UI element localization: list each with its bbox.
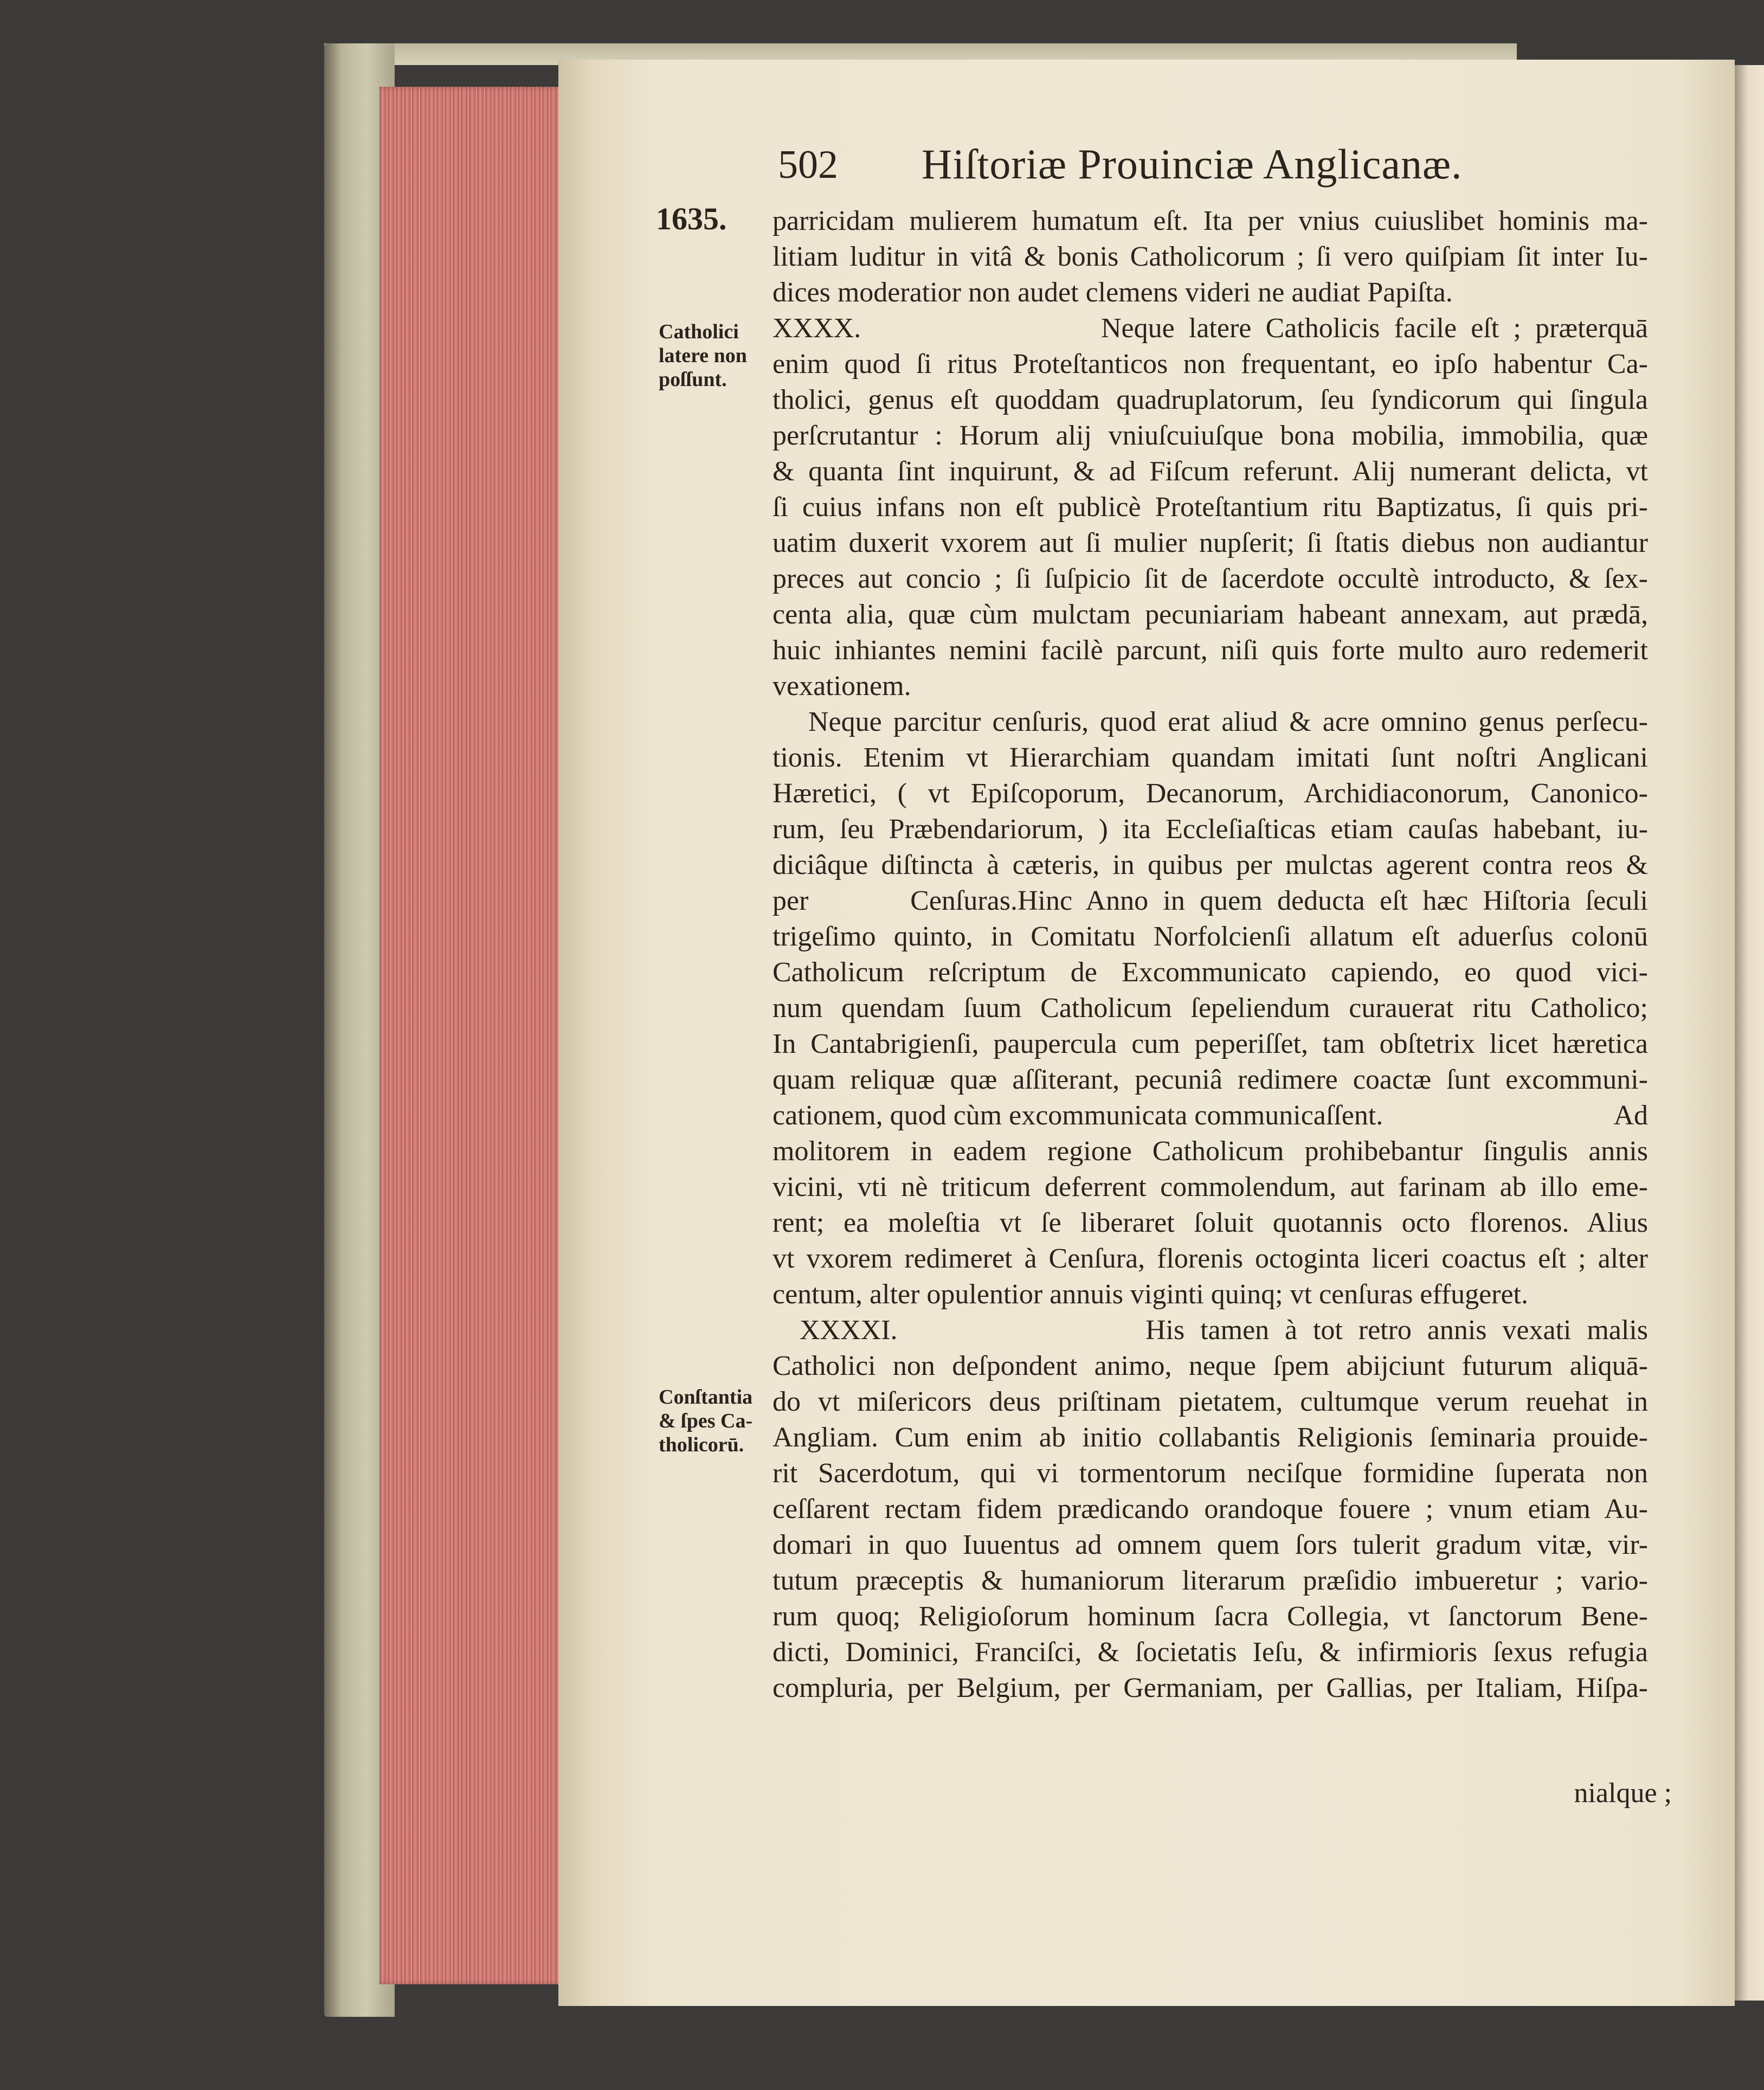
text-line [772, 490, 1648, 525]
text-line [772, 776, 1648, 812]
line-text: Angliam. Cum enim ab initio collabantis Religionis ſeminaria prouide- [772, 1422, 1648, 1453]
text-line [772, 418, 1648, 454]
text-line [772, 1635, 1648, 1670]
text-line [772, 1599, 1648, 1635]
line-text: Ad [1613, 1100, 1648, 1131]
text-line [772, 1456, 1648, 1491]
line-text: dices moderatior non audet clemens videri ne audiat Papiſta. [772, 277, 1453, 308]
line-text: vt vxorem redimeret à Cenſura, florenis octoginta liceri coactus eſt ; alter [772, 1243, 1648, 1274]
page-edges [379, 87, 564, 1984]
text-line [772, 1169, 1648, 1205]
line-text: num quendam ſuum Catholicum ſepeliendum curauerat ritu Catholico; [772, 993, 1648, 1024]
text-line [772, 991, 1648, 1026]
line-text: rum quoq; Religioſorum hominum ſacra Collegia, vt ſanctorum Bene- [772, 1601, 1648, 1632]
line-text: tutum præceptis & humaniorum literarum præſidio imbueretur ; vario- [772, 1565, 1648, 1596]
line-text: rit Sacerdotum, qui vi tormentorum neciſque formidine ſuperata non [772, 1458, 1648, 1489]
line-text: rent; ea moleſtia vt ſe liberaret ſoluit quotannis octo florenos. Alius [772, 1207, 1648, 1238]
text-line [772, 1313, 1648, 1348]
text-line [772, 525, 1648, 561]
section-number: per Cenſuras. [772, 885, 1018, 916]
line-text: centa alia, quæ cùm mulctam pecuniariam habeant annexam, aut prædā, [772, 599, 1648, 630]
line-text: vicini, vti nè triticum deferrent commolendum, aut farinam ab illo eme- [772, 1172, 1648, 1202]
text-line [772, 597, 1648, 633]
text-line [772, 633, 1648, 668]
line-text: rum, ſeu Præbendariorum, ) ita Eccleſiaſticas etiam cauſas habebant, iu- [772, 814, 1648, 845]
line-text: do vt miſericors deus priſtinam pietatem, cultumque verum reuehat in [772, 1386, 1648, 1417]
text-line [772, 1491, 1648, 1527]
text-line [772, 704, 1648, 740]
line-text: parricidam mulierem humatum eſt. Ita per vnius cuiuslibet hominis ma- [772, 205, 1648, 236]
line-text: enim quod ſi ritus Proteſtanticos non frequentant, eo ipſo habentur Ca- [772, 349, 1648, 380]
page-number: 502 [778, 143, 838, 187]
text-line [772, 812, 1648, 847]
line-text: Neque parcitur cenſuris, quod erat aliud & acre omnino genus perſecu- [808, 706, 1648, 737]
text-line [772, 955, 1648, 991]
line-text: litiam luditur in vitâ & bonis Catholicorum ; ſi vero quiſpiam ſit inter Iu- [772, 241, 1648, 272]
running-title: Hiſtoriæ Prouinciæ Anglicanæ. [922, 140, 1463, 188]
text-line [772, 1026, 1648, 1062]
line-text: perſcrutantur : Horum alij vniuſcuiuſque bona mobilia, immobilia, quæ [772, 420, 1648, 451]
line-text: ſi cuius infans non eſt publicè Proteſtantium ritu Baptizatus, ſi quis pri- [772, 492, 1648, 523]
line-text: Hinc Anno in quem deducta eſt hæc Hiſtoria ſeculi [1018, 885, 1648, 916]
line-text: vexationem. [772, 671, 911, 702]
text-line [772, 1062, 1648, 1098]
line-text: In Cantabrigienſi, paupercula cum peperiſſet, tam obſtetrix licet hæretica [772, 1028, 1648, 1059]
text-line [772, 203, 1648, 239]
text-line [772, 1348, 1648, 1384]
text-line [772, 1527, 1648, 1563]
line-text: dicti, Dominici, Franciſci, & ſocietatis Ieſu, & infirmioris ſexus refugia [772, 1637, 1648, 1668]
line-text: diciâque diſtincta à cæteris, in quibus per mulctas agerent contra reos & [772, 850, 1648, 880]
line-text: centum, alter opulentior annuis viginti quinq; vt cenſuras effugeret. [772, 1279, 1528, 1310]
line-text: ceſſarent rectam fidem prædicando orandoque fouere ; vnum etiam Au- [772, 1494, 1648, 1525]
margin-note-line: tholicorū. [659, 1433, 744, 1456]
line-text: domari in quo Iuuentus ad omnem quem ſors tulerit gradum vitæ, vir- [772, 1529, 1648, 1560]
text-line [772, 1134, 1648, 1169]
text-line [772, 1420, 1648, 1456]
line-text: uatim duxerit vxorem aut ſi mulier nupſerit; ſi ſtatis diebus non audiantur [772, 528, 1648, 558]
text-line [772, 919, 1648, 955]
margin-note-line: latere non [659, 344, 747, 367]
margin-note-line: & ſpes Ca- [659, 1410, 753, 1432]
section-number: XXXXI. [800, 1315, 898, 1346]
text-line [772, 1384, 1648, 1420]
text-line [772, 311, 1648, 346]
line-text: molitorem in eadem regione Catholicum prohibebantur ſingulis annis [772, 1136, 1648, 1167]
text-line [772, 1205, 1648, 1241]
text-line [772, 1098, 1648, 1134]
section-number: XXXX. [772, 313, 861, 344]
text-line [772, 1277, 1648, 1313]
line-text: preces aut concio ; ſi ſuſpicio ſit de ſacerdote occultè introducto, & ſex- [772, 563, 1648, 594]
text-line [772, 454, 1648, 490]
catchword: nialque ; [1574, 1778, 1672, 1809]
text-line [772, 1241, 1648, 1277]
line-text: Neque latere Catholicis facile eſt ; præterquā [1101, 313, 1648, 344]
line-text: cationem, quod cùm excommunicata communicaſſent. [772, 1100, 1383, 1131]
text-line [772, 239, 1648, 275]
text-line [772, 275, 1648, 311]
margin-year: 1635. [656, 201, 727, 236]
line-text: Hæretici, ( vt Epiſcoporum, Decanorum, Archidiaconorum, Canonico- [772, 778, 1648, 809]
text-line [772, 346, 1648, 382]
line-text: compluria, per Belgium, per Germaniam, per Gallias, per Italiam, Hiſpa- [772, 1673, 1648, 1703]
line-text: tionis. Etenim vt Hierarchiam quandam imitati ſunt noſtri Anglicani [772, 742, 1648, 773]
line-text: tholici, genus eſt quoddam quadruplatorum, ſeu ſyndicorum qui ſingula [772, 384, 1648, 415]
text-line [772, 1670, 1648, 1706]
text-line [772, 740, 1648, 776]
text-line [772, 668, 1648, 704]
text-line [772, 847, 1648, 883]
margin-note-catholici [659, 320, 747, 391]
line-text: Catholicum reſcriptum de Excommunicato capiendo, eo quod vici- [772, 957, 1648, 988]
margin-note-line: Conſtantia [659, 1386, 753, 1409]
body-text [772, 203, 1648, 1706]
text-line [772, 1563, 1648, 1599]
facing-page-edge [1735, 65, 1764, 2001]
margin-note-line: poſſunt. [659, 368, 727, 391]
line-text: huic inhiantes nemini facilè parcunt, niſi quis forte multo auro redemerit [772, 635, 1648, 666]
margin-note-line: Catholici [659, 320, 739, 343]
line-text: His tamen à tot retro annis vexati malis [1145, 1315, 1648, 1346]
text-line [772, 382, 1648, 418]
text-line [772, 883, 1648, 919]
margin-note-constantia [659, 1385, 752, 1457]
line-text: quam reliquæ quæ aſſiterant, pecuniâ redimere coactæ ſunt excommuni- [772, 1064, 1648, 1095]
line-text: trigeſimo quinto, in Comitatu Norfolcienſi allatum eſt aduerſus colonū [772, 921, 1648, 952]
line-text: Catholici non deſpondent animo, neque ſpem abijciunt futurum aliquā- [772, 1351, 1648, 1381]
text-line [772, 561, 1648, 597]
line-text: & quanta ſint inquirunt, & ad Fiſcum referunt. Alij numerant delicta, vt [772, 456, 1648, 487]
